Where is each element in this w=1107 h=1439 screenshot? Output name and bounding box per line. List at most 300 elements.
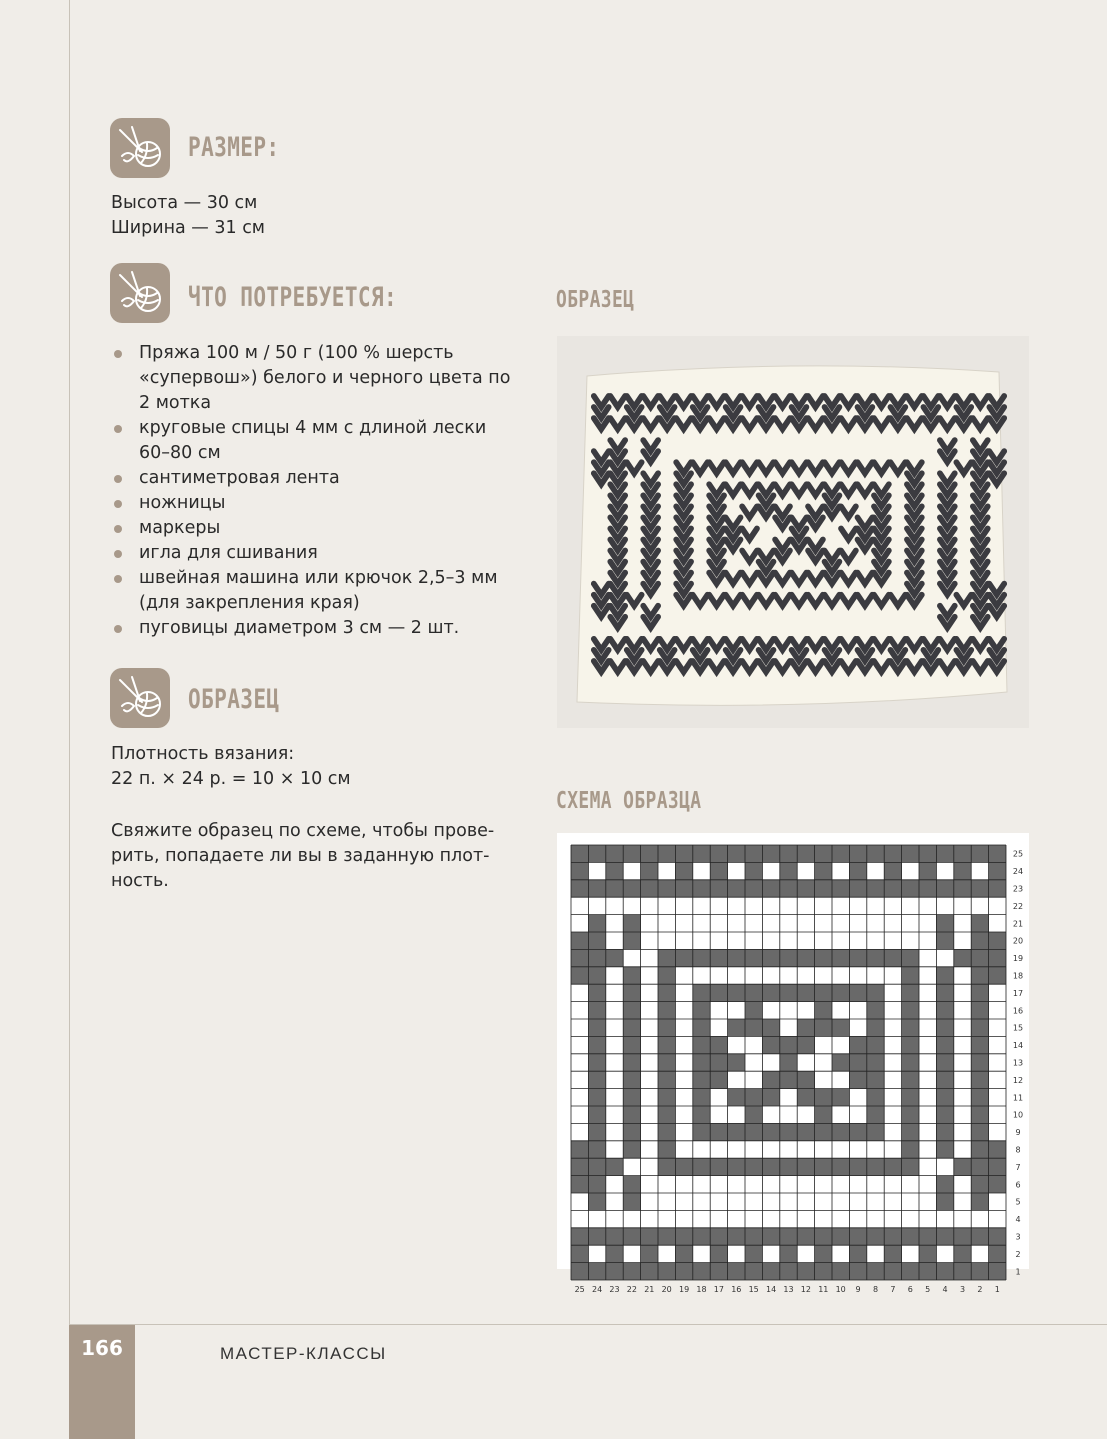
chart-cell (815, 845, 832, 862)
chart-cell (745, 949, 762, 966)
chart-row-label: 12 (1012, 1075, 1024, 1085)
chart-cell (797, 880, 814, 897)
chart-cell (954, 1071, 971, 1088)
chart-cell (936, 1141, 953, 1158)
chart-cell (936, 1019, 953, 1036)
chart-cell (693, 1123, 710, 1140)
chart-cell (971, 1193, 988, 1210)
chart-cell (780, 1089, 797, 1106)
chart-cell (762, 967, 779, 984)
chart-cell (693, 1228, 710, 1245)
bullet-icon (114, 350, 122, 358)
chart-cell (693, 1141, 710, 1158)
chart-cell (641, 949, 658, 966)
chart-cell (588, 967, 605, 984)
chart-cell (710, 862, 727, 879)
bullet-icon (114, 625, 122, 633)
chart-cell (919, 1158, 936, 1175)
chart-heading: СХЕМА ОБРАЗЦА (556, 788, 702, 814)
chart-cell (675, 1210, 692, 1227)
chart-cell (623, 1054, 640, 1071)
chart-cell (954, 1002, 971, 1019)
chart-cell (902, 1106, 919, 1123)
bullet-icon (114, 575, 122, 583)
chart-cell (832, 1158, 849, 1175)
chart-cell (797, 984, 814, 1001)
chart-cell (658, 862, 675, 879)
chart-cell (693, 862, 710, 879)
sample-photo-heading: ОБРАЗЕЦ (556, 287, 635, 313)
chart-cell (884, 915, 901, 932)
chart-column-label: 15 (748, 1285, 759, 1294)
chart-cell (989, 1019, 1006, 1036)
list-item: пуговицы диаметром 3 см — 2 шт. (111, 616, 519, 641)
chart-cell (867, 1106, 884, 1123)
chart-cell (745, 1123, 762, 1140)
chart-cell (902, 967, 919, 984)
chart-cell (815, 1036, 832, 1053)
chart-cell (693, 967, 710, 984)
chart-row-label: 16 (1012, 1006, 1024, 1016)
chart-cell (919, 984, 936, 1001)
chart-column-label: 10 (835, 1285, 846, 1294)
chart-cell (832, 880, 849, 897)
chart-cell (832, 932, 849, 949)
chart-cell (902, 1245, 919, 1262)
chart-cell (936, 1176, 953, 1193)
chart-cell (710, 1106, 727, 1123)
chart-cell (728, 932, 745, 949)
chart-cell (623, 984, 640, 1001)
chart-cell (815, 1228, 832, 1245)
chart-cell (797, 845, 814, 862)
chart-cell (971, 1228, 988, 1245)
chart-cell (919, 897, 936, 914)
chart-cell (675, 1123, 692, 1140)
chart-column-label: 3 (959, 1285, 966, 1294)
chart-cell (954, 949, 971, 966)
chart-cell (675, 1245, 692, 1262)
chart-cell (658, 1071, 675, 1088)
chart-cell (641, 1176, 658, 1193)
chart-cell (693, 932, 710, 949)
chart-cell (762, 1036, 779, 1053)
chart-cell (623, 1071, 640, 1088)
chart-cell (815, 1210, 832, 1227)
chart-cell (902, 1036, 919, 1053)
chart-cell (867, 897, 884, 914)
chart-cell (780, 1158, 797, 1175)
chart-cell (902, 1263, 919, 1280)
chart-cell (641, 1054, 658, 1071)
chart-cell (745, 1263, 762, 1280)
chart-cell (867, 967, 884, 984)
chart-cell (710, 1210, 727, 1227)
chart-cell (989, 1054, 1006, 1071)
chart-cell (780, 967, 797, 984)
chart-cell (710, 1054, 727, 1071)
chart-cell (606, 1210, 623, 1227)
chart-cell (780, 1123, 797, 1140)
chart-cell (693, 1210, 710, 1227)
chart-cell (728, 1210, 745, 1227)
chart-cell (675, 1228, 692, 1245)
chart-cell (971, 1141, 988, 1158)
chart-cell (623, 1106, 640, 1123)
chart-cell (710, 1071, 727, 1088)
gauge-label: Плотность вязания: (111, 744, 295, 764)
chart-cell (745, 845, 762, 862)
chart-cell (884, 880, 901, 897)
chart-cell (588, 949, 605, 966)
chart-row-label: 1 (1015, 1267, 1021, 1277)
chart-cell (936, 1123, 953, 1140)
chart-cell (606, 932, 623, 949)
chart-cell (971, 1054, 988, 1071)
chart-cell (623, 932, 640, 949)
chart-cell (745, 984, 762, 1001)
chart-cell (919, 932, 936, 949)
chart-cell (745, 1054, 762, 1071)
chart-cell (849, 1193, 866, 1210)
chart-cell (571, 1245, 588, 1262)
chart-cell (710, 1089, 727, 1106)
chart-row-label: 9 (1015, 1128, 1021, 1138)
chart-cell (588, 1071, 605, 1088)
chart-cell (571, 932, 588, 949)
chart-cell (658, 932, 675, 949)
chart-cell (571, 1210, 588, 1227)
chart-column-label: 22 (626, 1285, 637, 1294)
chart-cell (658, 967, 675, 984)
chart-cell (815, 1176, 832, 1193)
chart-cell (884, 1019, 901, 1036)
chart-cell (658, 1036, 675, 1053)
chart-cell (936, 1071, 953, 1088)
chart-cell (641, 1158, 658, 1175)
chart-cell (623, 1036, 640, 1053)
chart-column-label: 23 (609, 1285, 620, 1294)
chart-cell (675, 915, 692, 932)
chart-cell (571, 1263, 588, 1280)
chart-cell (693, 1036, 710, 1053)
chart-cell (919, 1019, 936, 1036)
chart-cell (936, 1158, 953, 1175)
chart-cell (989, 1106, 1006, 1123)
chart-cell (971, 1071, 988, 1088)
chart-cell (762, 949, 779, 966)
chart-cell (641, 845, 658, 862)
chart-cell (884, 1176, 901, 1193)
chart-cell (780, 1071, 797, 1088)
chart-row-label: 19 (1012, 954, 1024, 964)
chart-cell (762, 984, 779, 1001)
chart-column-label: 2 (977, 1285, 983, 1294)
chart-cell (797, 897, 814, 914)
chart-cell (954, 880, 971, 897)
chart-cell (571, 880, 588, 897)
chart-cell (588, 1158, 605, 1175)
chart-cell (710, 880, 727, 897)
chart-cell (762, 915, 779, 932)
chart-cell (867, 862, 884, 879)
chart-cell (762, 1089, 779, 1106)
chart-cell (902, 1054, 919, 1071)
chart-cell (832, 1106, 849, 1123)
chart-cell (902, 984, 919, 1001)
chart-cell (884, 1071, 901, 1088)
chart-cell (954, 1176, 971, 1193)
chart-cell (658, 1245, 675, 1262)
chart-cell (606, 1141, 623, 1158)
chart-cell (780, 880, 797, 897)
chart-cell (832, 1089, 849, 1106)
list-item: сантиметровая лента (111, 466, 519, 491)
chart-cell (902, 880, 919, 897)
chart-cell (954, 1106, 971, 1123)
chart-cell (623, 1158, 640, 1175)
chart-row-label: 3 (1015, 1232, 1021, 1242)
chart-cell (588, 1228, 605, 1245)
chart-cell (588, 880, 605, 897)
chart-row-label: 20 (1012, 936, 1024, 946)
chart-cell (815, 880, 832, 897)
chart-cell (849, 1123, 866, 1140)
chart-cell (989, 1002, 1006, 1019)
chart-cell (780, 1210, 797, 1227)
chart-cell (902, 1176, 919, 1193)
chart-cell (884, 984, 901, 1001)
chart-cell (641, 1123, 658, 1140)
chart-cell (675, 949, 692, 966)
chart-cell (571, 1123, 588, 1140)
chart-cell (728, 1036, 745, 1053)
chart-cell (745, 1071, 762, 1088)
chart-cell (797, 949, 814, 966)
chart-cell (571, 897, 588, 914)
chart-cell (884, 1036, 901, 1053)
chart-cell (588, 862, 605, 879)
chart-cell (675, 862, 692, 879)
chart-cell (815, 1002, 832, 1019)
chart-row-label: 13 (1012, 1058, 1024, 1068)
chart-cell (623, 1210, 640, 1227)
chart-cell (884, 1054, 901, 1071)
chart-cell (971, 1210, 988, 1227)
chart-cell (884, 1263, 901, 1280)
chart-cell (675, 1019, 692, 1036)
chart-cell (675, 984, 692, 1001)
chart-cell (571, 1002, 588, 1019)
chart-cell (641, 1071, 658, 1088)
chart-cell (745, 915, 762, 932)
chart-cell (571, 1193, 588, 1210)
chart-cell (571, 984, 588, 1001)
chart-cell (989, 949, 1006, 966)
chart-cell (832, 1141, 849, 1158)
chart-cell (919, 1123, 936, 1140)
chart-cell (936, 1089, 953, 1106)
chart-cell (815, 1019, 832, 1036)
chart-cell (762, 862, 779, 879)
chart-cell (710, 1019, 727, 1036)
chart-cell (588, 932, 605, 949)
chart-cell (745, 862, 762, 879)
chart-cell (588, 845, 605, 862)
chart-cell (971, 862, 988, 879)
chart-cell (710, 1193, 727, 1210)
chart-cell (867, 1210, 884, 1227)
chart-cell (571, 862, 588, 879)
chart-column-label: 1 (994, 1285, 1000, 1294)
chart-cell (658, 1263, 675, 1280)
chart-cell (971, 1176, 988, 1193)
chart-cell (919, 1002, 936, 1019)
chart-cell (641, 932, 658, 949)
chart-cell (571, 1019, 588, 1036)
chart-cell (745, 1158, 762, 1175)
chart-cell (762, 897, 779, 914)
chart-cell (867, 915, 884, 932)
chart-cell (571, 1036, 588, 1053)
chart-cell (954, 1228, 971, 1245)
chart-cell (867, 1263, 884, 1280)
chart-cell (606, 1228, 623, 1245)
chart-cell (693, 845, 710, 862)
chart-cell (936, 1002, 953, 1019)
chart-cell (745, 932, 762, 949)
chart-row-label: 11 (1012, 1093, 1024, 1103)
chart-cell (971, 1089, 988, 1106)
chart-cell (954, 1036, 971, 1053)
chart-cell (710, 1263, 727, 1280)
chart-cell (797, 1002, 814, 1019)
chart-cell (675, 1089, 692, 1106)
chart-cell (867, 1245, 884, 1262)
chart-cell (815, 1141, 832, 1158)
chart-cell (728, 967, 745, 984)
chart-column-label: 16 (731, 1285, 742, 1294)
chart-cell (971, 845, 988, 862)
chart-column-label: 20 (661, 1285, 672, 1294)
chart-cell (849, 915, 866, 932)
chart-cell (745, 1089, 762, 1106)
chart-cell (902, 932, 919, 949)
chart-row-label: 25 (1012, 849, 1024, 859)
chart-cell (867, 1141, 884, 1158)
chart-cell (849, 1071, 866, 1088)
chart-cell (832, 967, 849, 984)
chart-cell (849, 1176, 866, 1193)
chart-cell (780, 915, 797, 932)
chart-cell (954, 1245, 971, 1262)
chart-cell (989, 915, 1006, 932)
chart-cell (919, 967, 936, 984)
chart-cell (832, 915, 849, 932)
chart-cell (641, 1193, 658, 1210)
chart-row-label: 2 (1015, 1249, 1021, 1259)
chart-row-label: 17 (1012, 988, 1024, 998)
chart-cell (571, 1071, 588, 1088)
chart-cell (745, 967, 762, 984)
chart-row-label: 23 (1012, 884, 1024, 894)
size-height: Высота — 30 см (111, 193, 258, 213)
chart-cell (971, 1245, 988, 1262)
chart-row-label: 18 (1012, 971, 1024, 981)
chart-cell (641, 967, 658, 984)
chart-cell (780, 1228, 797, 1245)
chart-cell (710, 845, 727, 862)
chart-cell (710, 1036, 727, 1053)
materials-list (111, 341, 519, 641)
chart-cell (762, 845, 779, 862)
list-item: Пряжа 100 м / 50 г (100 % шерсть «супервош») белого и черного цвета по 2 мотка (111, 341, 519, 416)
list-item: маркеры (111, 516, 519, 541)
chart-cell (762, 1141, 779, 1158)
chart-cell (954, 1141, 971, 1158)
chart-cell (710, 1123, 727, 1140)
chart-cell (936, 1263, 953, 1280)
chart-cell (780, 949, 797, 966)
yarn-needles-icon (110, 263, 170, 323)
chart-cell (745, 1106, 762, 1123)
chart-cell (658, 1089, 675, 1106)
chart-cell (606, 915, 623, 932)
chart-cell (884, 1141, 901, 1158)
chart-cell (936, 1210, 953, 1227)
chart-cell (745, 1210, 762, 1227)
chart-cell (571, 1176, 588, 1193)
chart-cell (971, 1263, 988, 1280)
chart-cell (728, 880, 745, 897)
chart-cell (606, 1089, 623, 1106)
chart-cell (745, 1141, 762, 1158)
chart-column-label: 5 (925, 1285, 931, 1294)
chart-cell (658, 845, 675, 862)
chart-cell (867, 880, 884, 897)
chart-cell (658, 1123, 675, 1140)
chart-cell (867, 1176, 884, 1193)
chart-cell (971, 967, 988, 984)
chart-cell (728, 1245, 745, 1262)
chart-row-label: 4 (1015, 1215, 1021, 1225)
chart-cell (658, 1176, 675, 1193)
chart-cell (762, 1071, 779, 1088)
gauge-note: Свяжите образец по схеме, чтобы прове-рить, попадаете ли вы в заданную плот-ность. (111, 821, 495, 891)
chart-cell (902, 949, 919, 966)
chart-cell (675, 967, 692, 984)
chart-cell (919, 1036, 936, 1053)
chart-cell (971, 1158, 988, 1175)
chart-cell (989, 1210, 1006, 1227)
chart-cell (936, 1193, 953, 1210)
chart-cell (658, 897, 675, 914)
chart-cell (919, 1106, 936, 1123)
chart-cell (728, 1176, 745, 1193)
chart-cell (797, 1141, 814, 1158)
chart-cell (780, 1106, 797, 1123)
chart-cell (989, 897, 1006, 914)
chart-cell (971, 897, 988, 914)
chart-cell (971, 1019, 988, 1036)
chart-cell (675, 1141, 692, 1158)
chart-cell (710, 967, 727, 984)
chart-cell (797, 915, 814, 932)
chart-cell (919, 949, 936, 966)
chart-row-label: 10 (1012, 1110, 1024, 1120)
chart-cell (780, 932, 797, 949)
chart-cell (797, 1228, 814, 1245)
